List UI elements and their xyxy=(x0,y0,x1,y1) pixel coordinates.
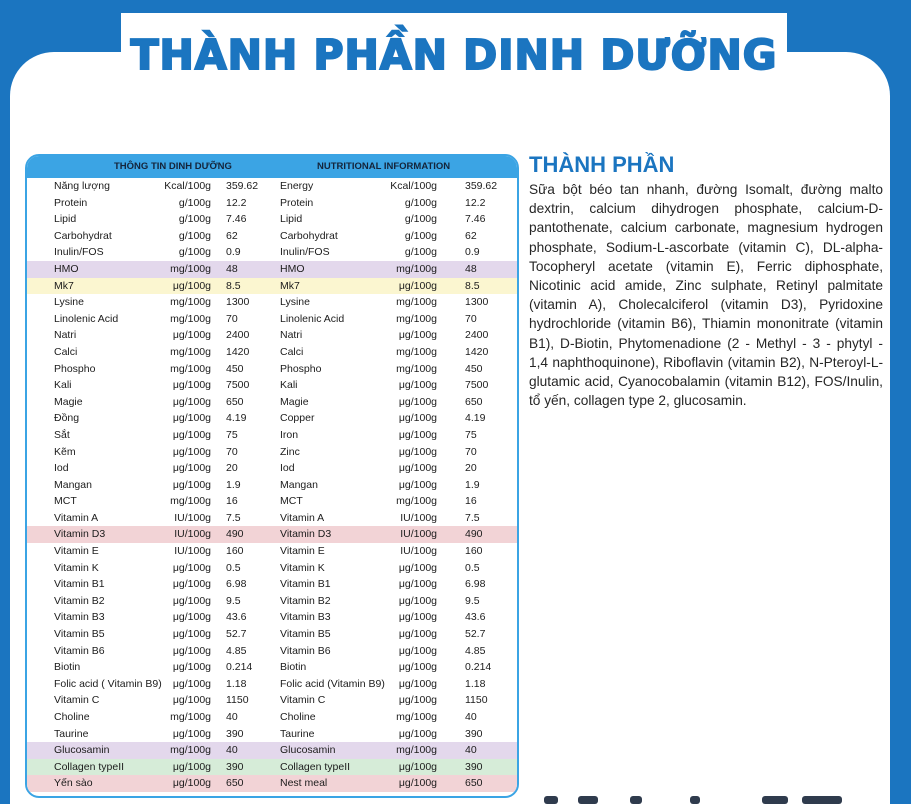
unit-en: μg/100g xyxy=(398,395,437,408)
unit-vi: μg/100g xyxy=(172,462,211,475)
value-vi: 160 xyxy=(226,545,244,558)
table-row xyxy=(27,692,517,709)
value-vi: 359.62 xyxy=(226,180,259,192)
unit-en: μg/100g xyxy=(398,428,437,441)
table-row xyxy=(27,178,517,195)
unit-en: mg/100g xyxy=(396,495,437,508)
nutrient-name-vi: Carbohydrat xyxy=(54,229,112,242)
nutrient-name-en: Folic acid (Vitamin B9) xyxy=(280,677,385,690)
unit-en: μg/100g xyxy=(398,644,437,657)
unit-vi: g/100g xyxy=(178,246,211,259)
value-vi: 390 xyxy=(226,727,244,740)
value-en: 0.5 xyxy=(465,561,480,574)
value-en: 20 xyxy=(465,462,477,475)
table-row xyxy=(27,759,517,776)
unit-en: μg/100g xyxy=(398,279,437,292)
unit-en: mg/100g xyxy=(396,262,437,275)
unit-vi: μg/100g xyxy=(172,760,211,773)
page-title: THÀNH PHẦN DINH DƯỠNG xyxy=(130,31,778,79)
unit-en: g/100g xyxy=(404,196,437,209)
unit-en: g/100g xyxy=(404,229,437,242)
unit-vi: mg/100g xyxy=(170,312,211,325)
value-en: 70 xyxy=(465,445,477,458)
nutrient-name-en: Vitamin K xyxy=(280,561,325,574)
unit-en: μg/100g xyxy=(398,777,437,790)
nutrient-name-en: Zinc xyxy=(280,445,300,458)
value-vi: 4.85 xyxy=(226,644,247,657)
table-row xyxy=(27,493,517,510)
nutrient-name-vi: Calci xyxy=(54,345,78,358)
nutrient-name-vi: Inulin/FOS xyxy=(54,246,104,259)
value-en: 4.85 xyxy=(465,644,486,657)
table-row xyxy=(27,477,517,494)
table-row xyxy=(27,344,517,361)
nutrient-name-vi: Vitamin K xyxy=(54,561,99,574)
unit-en: mg/100g xyxy=(396,312,437,325)
value-en: 9.5 xyxy=(465,594,480,607)
value-en: 0.214 xyxy=(465,661,492,674)
nutrient-name-vi: Taurine xyxy=(54,727,89,740)
nutrient-name-vi: Vitamin D3 xyxy=(54,528,106,541)
value-en: 75 xyxy=(465,428,477,441)
nutrient-name-en: Vitamin B3 xyxy=(280,611,331,624)
table-body xyxy=(27,178,517,792)
nutrient-name-vi: Linolenic Acid xyxy=(54,312,119,325)
table-row xyxy=(27,510,517,527)
table-row xyxy=(27,211,517,228)
table-row xyxy=(27,560,517,577)
unit-vi: μg/100g xyxy=(172,677,211,690)
nutrient-name-en: Calci xyxy=(280,345,304,358)
value-vi: 490 xyxy=(226,528,244,541)
unit-en: μg/100g xyxy=(398,478,437,491)
value-en: 1300 xyxy=(465,296,489,309)
nutrient-name-en: Vitamin E xyxy=(280,545,325,558)
unit-en: IU/100g xyxy=(400,511,437,524)
value-en: 52.7 xyxy=(465,628,486,641)
value-en: 62 xyxy=(465,229,477,242)
nutrient-name-en: Nest meal xyxy=(280,777,328,790)
value-en: 70 xyxy=(465,312,477,325)
nutrient-name-en: Vitamin B5 xyxy=(280,628,331,641)
value-en: 650 xyxy=(465,777,483,790)
nutrient-name-en: Magie xyxy=(280,395,309,408)
unit-en: mg/100g xyxy=(396,744,437,757)
value-en: 490 xyxy=(465,528,483,541)
nutrient-name-vi: Vitamin B6 xyxy=(54,644,105,657)
value-vi: 1300 xyxy=(226,296,250,309)
unit-en: μg/100g xyxy=(398,379,437,392)
value-vi: 20 xyxy=(226,462,238,475)
value-en: 48 xyxy=(465,262,477,275)
nutrient-name-vi: Iod xyxy=(54,462,69,475)
nutrient-name-en: Protein xyxy=(280,196,314,209)
value-vi: 1.9 xyxy=(226,478,241,491)
unit-vi: μg/100g xyxy=(172,478,211,491)
nutrient-name-vi: Vitamin C xyxy=(54,694,100,707)
table-row xyxy=(27,261,517,278)
unit-vi: mg/100g xyxy=(170,711,211,723)
nutrient-name-en: Taurine xyxy=(280,727,315,740)
unit-en: μg/100g xyxy=(398,462,437,475)
unit-vi: μg/100g xyxy=(172,777,211,790)
nutrient-name-en: Carbohydrat xyxy=(280,229,338,242)
unit-en: μg/100g xyxy=(398,677,437,690)
table-row xyxy=(27,460,517,477)
unit-vi: mg/100g xyxy=(170,262,211,275)
unit-vi: g/100g xyxy=(178,229,211,242)
table-row xyxy=(27,609,517,626)
table-row xyxy=(27,709,517,726)
unit-vi: μg/100g xyxy=(172,594,211,607)
nutrient-name-en: Iod xyxy=(280,462,295,475)
nutrient-name-en: Vitamin B1 xyxy=(280,578,331,591)
unit-vi: μg/100g xyxy=(172,395,211,408)
unit-vi: mg/100g xyxy=(170,345,211,358)
value-vi: 450 xyxy=(226,362,244,375)
nutrient-name-vi: Choline xyxy=(54,711,90,723)
nutrient-name-vi: Kali xyxy=(54,379,72,392)
ingredients-text: Sữa bột béo tan nhanh, đường Isomalt, đường malto dextrin, calcium dihydrogen phosphate, calcium-D-pantothenate, calcium carbonate, magnesium hydrogen phosphate, Sodium-L-ascorbate (vitamin C), DL-alpha-Tocopheryl acetate (vitamin E), Ferric diphosphate, Nicotinic acid amide, Zinc sulphate, Retinyl palmitate (vitamin A), Cholecalciferol (vitamin D3), Pyridoxine hydrochloride (vitamin B6), Thiamin mononitrate (vitamin B1), D-Biotin, Phytomenadione (2 - Methyl - 3 - phytyl - 1,4 naphthoquinone), Riboflavin (vitamin B2), N-Pteroyl-L-glutamic acid, Cyanocobalamin (vitamin B12), FOS/Inulin, tổ yến, collagen type 2, glucosamin. xyxy=(529,182,883,409)
value-vi: 650 xyxy=(226,395,244,408)
table-row xyxy=(27,361,517,378)
value-vi: 1150 xyxy=(226,694,249,707)
value-vi: 650 xyxy=(226,777,244,790)
nutrient-name-en: Iron xyxy=(280,428,299,441)
unit-en: mg/100g xyxy=(396,711,437,723)
value-vi: 62 xyxy=(226,229,238,242)
unit-vi: IU/100g xyxy=(174,511,211,524)
table-row xyxy=(27,676,517,693)
value-vi: 52.7 xyxy=(226,628,247,641)
value-en: 450 xyxy=(465,362,483,375)
unit-en: μg/100g xyxy=(398,445,437,458)
unit-en: μg/100g xyxy=(398,661,437,674)
nutrient-name-vi: Lysine xyxy=(54,296,84,309)
unit-vi: mg/100g xyxy=(170,495,211,508)
unit-en: μg/100g xyxy=(398,628,437,641)
unit-vi: μg/100g xyxy=(172,379,211,392)
value-en: 390 xyxy=(465,727,483,740)
table-row xyxy=(27,444,517,461)
table-row xyxy=(27,626,517,643)
table-row xyxy=(27,311,517,328)
nutrient-name-en: Glucosamin xyxy=(280,744,336,757)
value-vi: 390 xyxy=(226,760,244,773)
nutrient-name-vi: Natri xyxy=(54,329,77,342)
value-vi: 4.19 xyxy=(226,412,247,425)
value-vi: 40 xyxy=(226,711,238,723)
value-vi: 70 xyxy=(226,445,238,458)
nutrient-name-vi: Vitamin B3 xyxy=(54,611,105,624)
nutrient-name-vi: Collagen typeII xyxy=(54,760,125,773)
table-row xyxy=(27,228,517,245)
value-vi: 70 xyxy=(226,312,238,325)
table-row xyxy=(27,394,517,411)
nutrient-name-vi: Vitamin B1 xyxy=(54,578,105,591)
cropped-product-strip xyxy=(540,794,880,804)
unit-en: μg/100g xyxy=(398,611,437,624)
value-en: 1420 xyxy=(465,345,489,358)
value-en: 40 xyxy=(465,711,477,723)
unit-en: mg/100g xyxy=(396,362,437,375)
value-en: 2400 xyxy=(465,329,489,342)
value-en: 7500 xyxy=(465,379,489,392)
table-row xyxy=(27,775,517,792)
table-row xyxy=(27,659,517,676)
value-en: 1.18 xyxy=(465,677,486,690)
nutrient-name-en: Choline xyxy=(280,711,316,723)
value-en: 12.2 xyxy=(465,196,486,209)
nutrient-name-en: Mk7 xyxy=(280,279,300,292)
value-vi: 0.214 xyxy=(226,661,253,674)
nutrient-name-en: Vitamin B2 xyxy=(280,594,331,607)
nutrient-name-en: Copper xyxy=(280,412,315,425)
unit-vi: μg/100g xyxy=(172,445,211,458)
table-row xyxy=(27,410,517,427)
nutrient-name-vi: Glucosamin xyxy=(54,744,110,757)
table-row xyxy=(27,593,517,610)
unit-vi: IU/100g xyxy=(174,545,211,558)
value-vi: 0.5 xyxy=(226,561,241,574)
nutrient-name-vi: Vitamin E xyxy=(54,545,99,558)
table-row xyxy=(27,543,517,560)
nutrient-name-vi: Folic acid ( Vitamin B9) xyxy=(54,677,162,690)
nutrient-name-vi: HMO xyxy=(54,262,79,275)
nutrient-name-vi: Magie xyxy=(54,395,83,408)
value-en: 6.98 xyxy=(465,578,486,591)
value-en: 650 xyxy=(465,395,483,408)
value-vi: 40 xyxy=(226,744,238,757)
value-en: 160 xyxy=(465,545,483,558)
unit-en: mg/100g xyxy=(396,296,437,309)
unit-vi: μg/100g xyxy=(172,661,211,674)
unit-en: IU/100g xyxy=(400,528,437,541)
nutrient-name-vi: Vitamin A xyxy=(54,511,99,524)
unit-en: g/100g xyxy=(404,213,437,226)
table-row xyxy=(27,526,517,543)
value-vi: 7.46 xyxy=(226,213,247,226)
value-en: 359.62 xyxy=(465,180,498,192)
unit-vi: μg/100g xyxy=(172,644,211,657)
table-row xyxy=(27,377,517,394)
unit-en: μg/100g xyxy=(398,561,437,574)
nutrient-name-vi: Vitamin B2 xyxy=(54,594,105,607)
unit-vi: μg/100g xyxy=(172,428,211,441)
unit-en: μg/100g xyxy=(398,578,437,591)
unit-vi: μg/100g xyxy=(172,628,211,641)
unit-en: μg/100g xyxy=(398,727,437,740)
value-vi: 6.98 xyxy=(226,578,247,591)
table-header xyxy=(27,156,517,178)
nutrient-name-en: Biotin xyxy=(280,661,307,674)
value-vi: 1.18 xyxy=(226,677,247,690)
nutrient-name-en: Phospho xyxy=(280,362,322,375)
nutrient-name-en: Linolenic Acid xyxy=(280,312,345,325)
table-row xyxy=(27,294,517,311)
value-en: 43.6 xyxy=(465,611,486,624)
value-vi: 1420 xyxy=(226,345,250,358)
nutrient-name-vi: Yến sào xyxy=(54,777,93,790)
ingredients-title: THÀNH PHẦN xyxy=(529,152,675,177)
nutrient-name-en: Vitamin D3 xyxy=(280,528,332,541)
nutrition-table xyxy=(25,154,519,798)
value-en: 7.46 xyxy=(465,213,486,226)
nutrient-name-en: Vitamin A xyxy=(280,511,325,524)
table-row xyxy=(27,195,517,212)
unit-vi: μg/100g xyxy=(172,694,211,707)
table-row xyxy=(27,278,517,295)
table-row xyxy=(27,427,517,444)
nutrient-name-vi: Protein xyxy=(54,196,88,209)
unit-vi: g/100g xyxy=(178,213,211,226)
unit-en: μg/100g xyxy=(398,694,437,707)
nutrient-name-vi: Vitamin B5 xyxy=(54,628,105,641)
unit-vi: mg/100g xyxy=(170,744,211,757)
value-vi: 7.5 xyxy=(226,511,241,524)
unit-en: μg/100g xyxy=(398,329,437,342)
value-vi: 7500 xyxy=(226,379,250,392)
value-en: 16 xyxy=(465,495,477,508)
value-en: 0.9 xyxy=(465,246,480,259)
unit-vi: μg/100g xyxy=(172,611,211,624)
nutrient-name-en: Vitamin B6 xyxy=(280,644,331,657)
nutrient-name-vi: Lipid xyxy=(54,213,77,226)
nutrient-name-vi: Biotin xyxy=(54,661,81,674)
unit-vi: μg/100g xyxy=(172,329,211,342)
header-vietnamese: THÔNG TIN DINH DƯỠNG xyxy=(114,161,232,172)
nutrient-name-en: Inulin/FOS xyxy=(280,246,330,259)
nutrient-name-vi: Đồng xyxy=(54,412,80,425)
nutrient-name-en: Energy xyxy=(280,180,314,192)
nutrient-name-en: Lipid xyxy=(280,213,303,226)
value-en: 4.19 xyxy=(465,412,486,425)
unit-vi: mg/100g xyxy=(170,296,211,309)
value-vi: 2400 xyxy=(226,329,250,342)
nutrient-name-en: Kali xyxy=(280,379,298,392)
value-vi: 16 xyxy=(226,495,238,508)
unit-en: μg/100g xyxy=(398,760,437,773)
nutrient-name-en: Vitamin C xyxy=(280,694,326,707)
table-row xyxy=(27,742,517,759)
nutrient-name-vi: Kẽm xyxy=(54,445,76,458)
unit-vi: mg/100g xyxy=(170,362,211,375)
nutrient-name-vi: Mangan xyxy=(54,478,92,491)
value-vi: 43.6 xyxy=(226,611,247,624)
unit-en: mg/100g xyxy=(396,345,437,358)
unit-en: μg/100g xyxy=(398,412,437,425)
unit-vi: μg/100g xyxy=(172,578,211,591)
value-vi: 8.5 xyxy=(226,279,241,292)
nutrient-name-vi: Mk7 xyxy=(54,279,74,292)
value-en: 8.5 xyxy=(465,279,480,292)
nutrient-name-en: Lysine xyxy=(280,296,310,309)
table-row xyxy=(27,576,517,593)
value-vi: 9.5 xyxy=(226,594,241,607)
table-row xyxy=(27,643,517,660)
value-vi: 0.9 xyxy=(226,246,241,259)
nutrient-name-en: Collagen typeII xyxy=(280,760,351,773)
unit-en: Kcal/100g xyxy=(390,180,437,192)
value-en: 7.5 xyxy=(465,511,480,524)
value-en: 1150 xyxy=(465,694,488,707)
value-en: 40 xyxy=(465,744,477,757)
unit-vi: Kcal/100g xyxy=(164,180,211,192)
table-row xyxy=(27,244,517,261)
nutrient-name-en: HMO xyxy=(280,262,305,275)
value-vi: 48 xyxy=(226,262,238,275)
unit-vi: IU/100g xyxy=(174,528,211,541)
nutrient-name-vi: Phospho xyxy=(54,362,96,375)
nutrient-name-en: Mangan xyxy=(280,478,318,491)
unit-vi: μg/100g xyxy=(172,561,211,574)
table-row xyxy=(27,327,517,344)
value-vi: 12.2 xyxy=(226,196,247,209)
unit-en: μg/100g xyxy=(398,594,437,607)
nutrient-name-vi: MCT xyxy=(54,495,77,508)
unit-vi: g/100g xyxy=(178,196,211,209)
value-en: 390 xyxy=(465,760,483,773)
unit-vi: μg/100g xyxy=(172,412,211,425)
value-en: 1.9 xyxy=(465,478,480,491)
header-english: NUTRITIONAL INFORMATION xyxy=(317,161,451,172)
unit-en: g/100g xyxy=(404,246,437,259)
table-row xyxy=(27,726,517,743)
nutrient-name-vi: Sắt xyxy=(54,428,70,441)
nutrient-name-en: MCT xyxy=(280,495,303,508)
unit-vi: μg/100g xyxy=(172,279,211,292)
nutrient-name-en: Natri xyxy=(280,329,303,342)
unit-en: IU/100g xyxy=(400,545,437,558)
nutrient-name-vi: Năng lượng xyxy=(54,180,110,192)
value-vi: 75 xyxy=(226,428,238,441)
unit-vi: μg/100g xyxy=(172,727,211,740)
